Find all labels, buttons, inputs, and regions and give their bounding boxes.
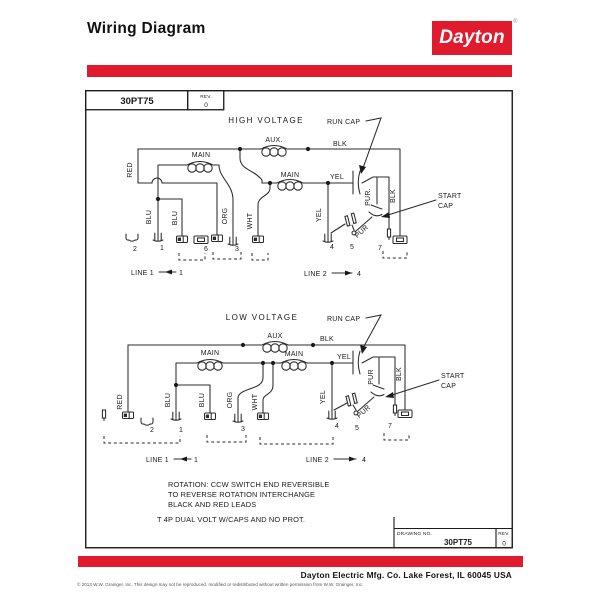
lv-main-winding-left [197, 360, 223, 371]
lv-start-capacitor [371, 385, 384, 396]
hv-blk-label: BLK [333, 141, 347, 148]
lv-terminal-number: 5 [355, 425, 359, 432]
lv-connector-icon [205, 413, 216, 420]
title-block-rev-value: 0 [204, 102, 208, 109]
hv-terminal-number: 2 [133, 246, 137, 253]
hv-connector-icon [393, 236, 407, 244]
hv-terminal-3-icon [228, 236, 238, 245]
lv-pur-label: PUR [368, 369, 375, 385]
lv-org-label: ORG [227, 391, 234, 409]
hv-main-winding-right [277, 180, 303, 191]
hv-line1-terminal: 1 [179, 270, 184, 277]
page-title: Wiring Diagram [87, 20, 206, 37]
lv-lead-pin-icon [102, 410, 105, 421]
lv-line2-terminal: 4 [362, 457, 367, 464]
company-address: Dayton Electric Mfg. Co. Lake Forest, IL 60045 USA [300, 570, 512, 580]
drawing-rev-value: 0 [502, 540, 506, 548]
drawing-number-block [394, 517, 512, 548]
lv-pur-diag-label: PUR [355, 404, 373, 420]
lv-connector-icon [258, 413, 269, 420]
hv-run-cap-label: RUN CAP [327, 119, 361, 126]
hv-red-label: RED [127, 162, 134, 178]
lv-red-connector-icon [123, 412, 134, 419]
drawing-no-label: DRAWING NO. [397, 532, 433, 537]
lv-terminal-3-icon [233, 413, 243, 422]
rotation-note-line2: TO REVERSE ROTATION INTERCHANGE [168, 490, 316, 499]
lv-start-switch [346, 393, 357, 406]
hv-yel-label: YEL [330, 174, 344, 181]
header-red-bar [87, 65, 512, 77]
hv-blu1-label: BLU [146, 209, 153, 225]
hv-start-switch [345, 213, 356, 226]
hv-terminal-6-icon [194, 236, 208, 244]
hv-org-label: ORG [222, 207, 229, 225]
hv-connector-icon [253, 236, 264, 243]
lv-red-label: RED [117, 394, 124, 410]
title-block [86, 91, 224, 110]
lv-main-right-label: MAIN [284, 351, 304, 358]
hv-line2-terminal: 4 [357, 271, 362, 278]
lv-line1-terminal: 1 [194, 457, 199, 464]
lv-wht-label: WHT [252, 393, 259, 411]
rotation-note-line3: BLACK AND RED LEADS [168, 500, 257, 509]
wiring-schematic [85, 90, 513, 553]
hv-main-left-label: MAIN [191, 152, 211, 159]
lv-terminal-2-icon [141, 418, 153, 425]
hv-connector-icon [177, 236, 188, 243]
lv-start-cap-label-1: START [441, 373, 465, 380]
lv-run-cap-label: RUN CAP [327, 316, 361, 323]
dayton-logo-text: Dayton [439, 27, 505, 48]
lv-main-winding-right [281, 360, 307, 371]
spec-note: T 4P DUAL VOLT W/CAPS AND NO PROT. [157, 515, 306, 524]
high-voltage-circuit [126, 116, 462, 278]
lv-line2 [306, 457, 366, 465]
drawing-rev-label: REV. [498, 532, 510, 537]
hv-blk2-label: BLK [390, 189, 397, 203]
footer-red-bar [78, 556, 523, 567]
lv-terminal-number: 3 [241, 426, 245, 433]
hv-terminal-2-icon [126, 234, 138, 241]
lv-main-left-label: MAIN [200, 350, 220, 357]
low-voltage-circuit [102, 313, 465, 464]
hv-terminal-1-icon [153, 232, 163, 241]
hv-aux-label: AUX. [265, 137, 283, 144]
copyright-notice: © 2013 W.W. Grainger, Inc. This design may not be reproduced, modified or redistributed without written permission from W.W. Grainger, Inc. [77, 582, 364, 587]
hv-pur-diag-label: PUR [353, 224, 371, 240]
high-voltage-title: HIGH VOLTAGE [228, 116, 304, 125]
lv-yel2-label: YEL [320, 390, 327, 404]
hv-terminal-4-icon [323, 233, 333, 242]
lv-terminal-number: 1 [179, 427, 183, 434]
lv-aux-label: AUX [267, 333, 283, 340]
hv-line1 [131, 270, 183, 278]
hv-terminal-number: 6 [204, 246, 208, 253]
lv-terminal-4-icon [327, 410, 337, 419]
dayton-logo [432, 21, 512, 55]
lv-blu1-label: BLU [165, 392, 172, 408]
hv-start-cap-label-2: CAP [438, 203, 454, 210]
lv-start-cap-label-2: CAP [441, 383, 457, 390]
hv-terminal-number: 3 [235, 246, 239, 253]
hv-run-capacitor [353, 171, 360, 194]
lv-run-capacitor [353, 351, 360, 374]
lv-yel-label: YEL [337, 354, 351, 361]
lv-terminal-number: 7 [388, 423, 392, 430]
hv-line2 [304, 271, 361, 279]
lv-blk2-label: BLK [396, 367, 403, 381]
lv-terminal-number: 2 [150, 427, 154, 434]
lv-line2-label: LINE 2 [306, 457, 329, 464]
hv-terminal-7-icon [387, 229, 390, 240]
hv-line2-label: LINE 2 [304, 271, 327, 278]
hv-yel2-label: YEL [316, 208, 323, 222]
drawing-no-value: 30PT75 [443, 538, 473, 547]
hv-wht-label: WHT [247, 212, 254, 230]
title-block-model: 30PT75 [120, 96, 154, 107]
lv-terminal-number: 4 [335, 423, 339, 430]
hv-terminal-number: 1 [160, 245, 164, 252]
hv-main-right-label: MAIN [280, 172, 300, 179]
hv-pur-label: PUR. [365, 188, 372, 206]
hv-terminal-number: 5 [350, 244, 354, 251]
hv-terminal-number: 7 [378, 245, 382, 252]
registered-trademark-icon: ® [513, 19, 518, 25]
lv-wire-labels [117, 333, 403, 420]
hv-terminal-number: 4 [330, 244, 334, 251]
hv-connector-icon [212, 235, 223, 242]
lv-terminal-7-icon [393, 405, 396, 416]
lv-blk-label: BLK [320, 336, 334, 343]
low-voltage-title: LOW VOLTAGE [225, 313, 299, 322]
rotation-note-line1: ROTATION: CCW SWITCH END REVERSIBLE [168, 480, 330, 489]
hv-aux-winding [261, 146, 287, 157]
lv-line1 [146, 457, 198, 465]
title-block-rev-label: REV. [200, 95, 212, 100]
lv-blu2-label: BLU [199, 392, 206, 408]
lv-connector-icon [398, 410, 412, 418]
hv-blu2-label: BLU [172, 210, 179, 226]
lv-run-cap-callout [327, 315, 381, 354]
hv-start-cap-label-1: START [438, 193, 462, 200]
hv-line1-label: LINE 1 [131, 270, 154, 277]
notes [157, 480, 329, 524]
lv-line1-label: LINE 1 [146, 457, 169, 464]
hv-main-winding-left [187, 162, 213, 173]
lv-terminal-1-icon [171, 411, 181, 420]
